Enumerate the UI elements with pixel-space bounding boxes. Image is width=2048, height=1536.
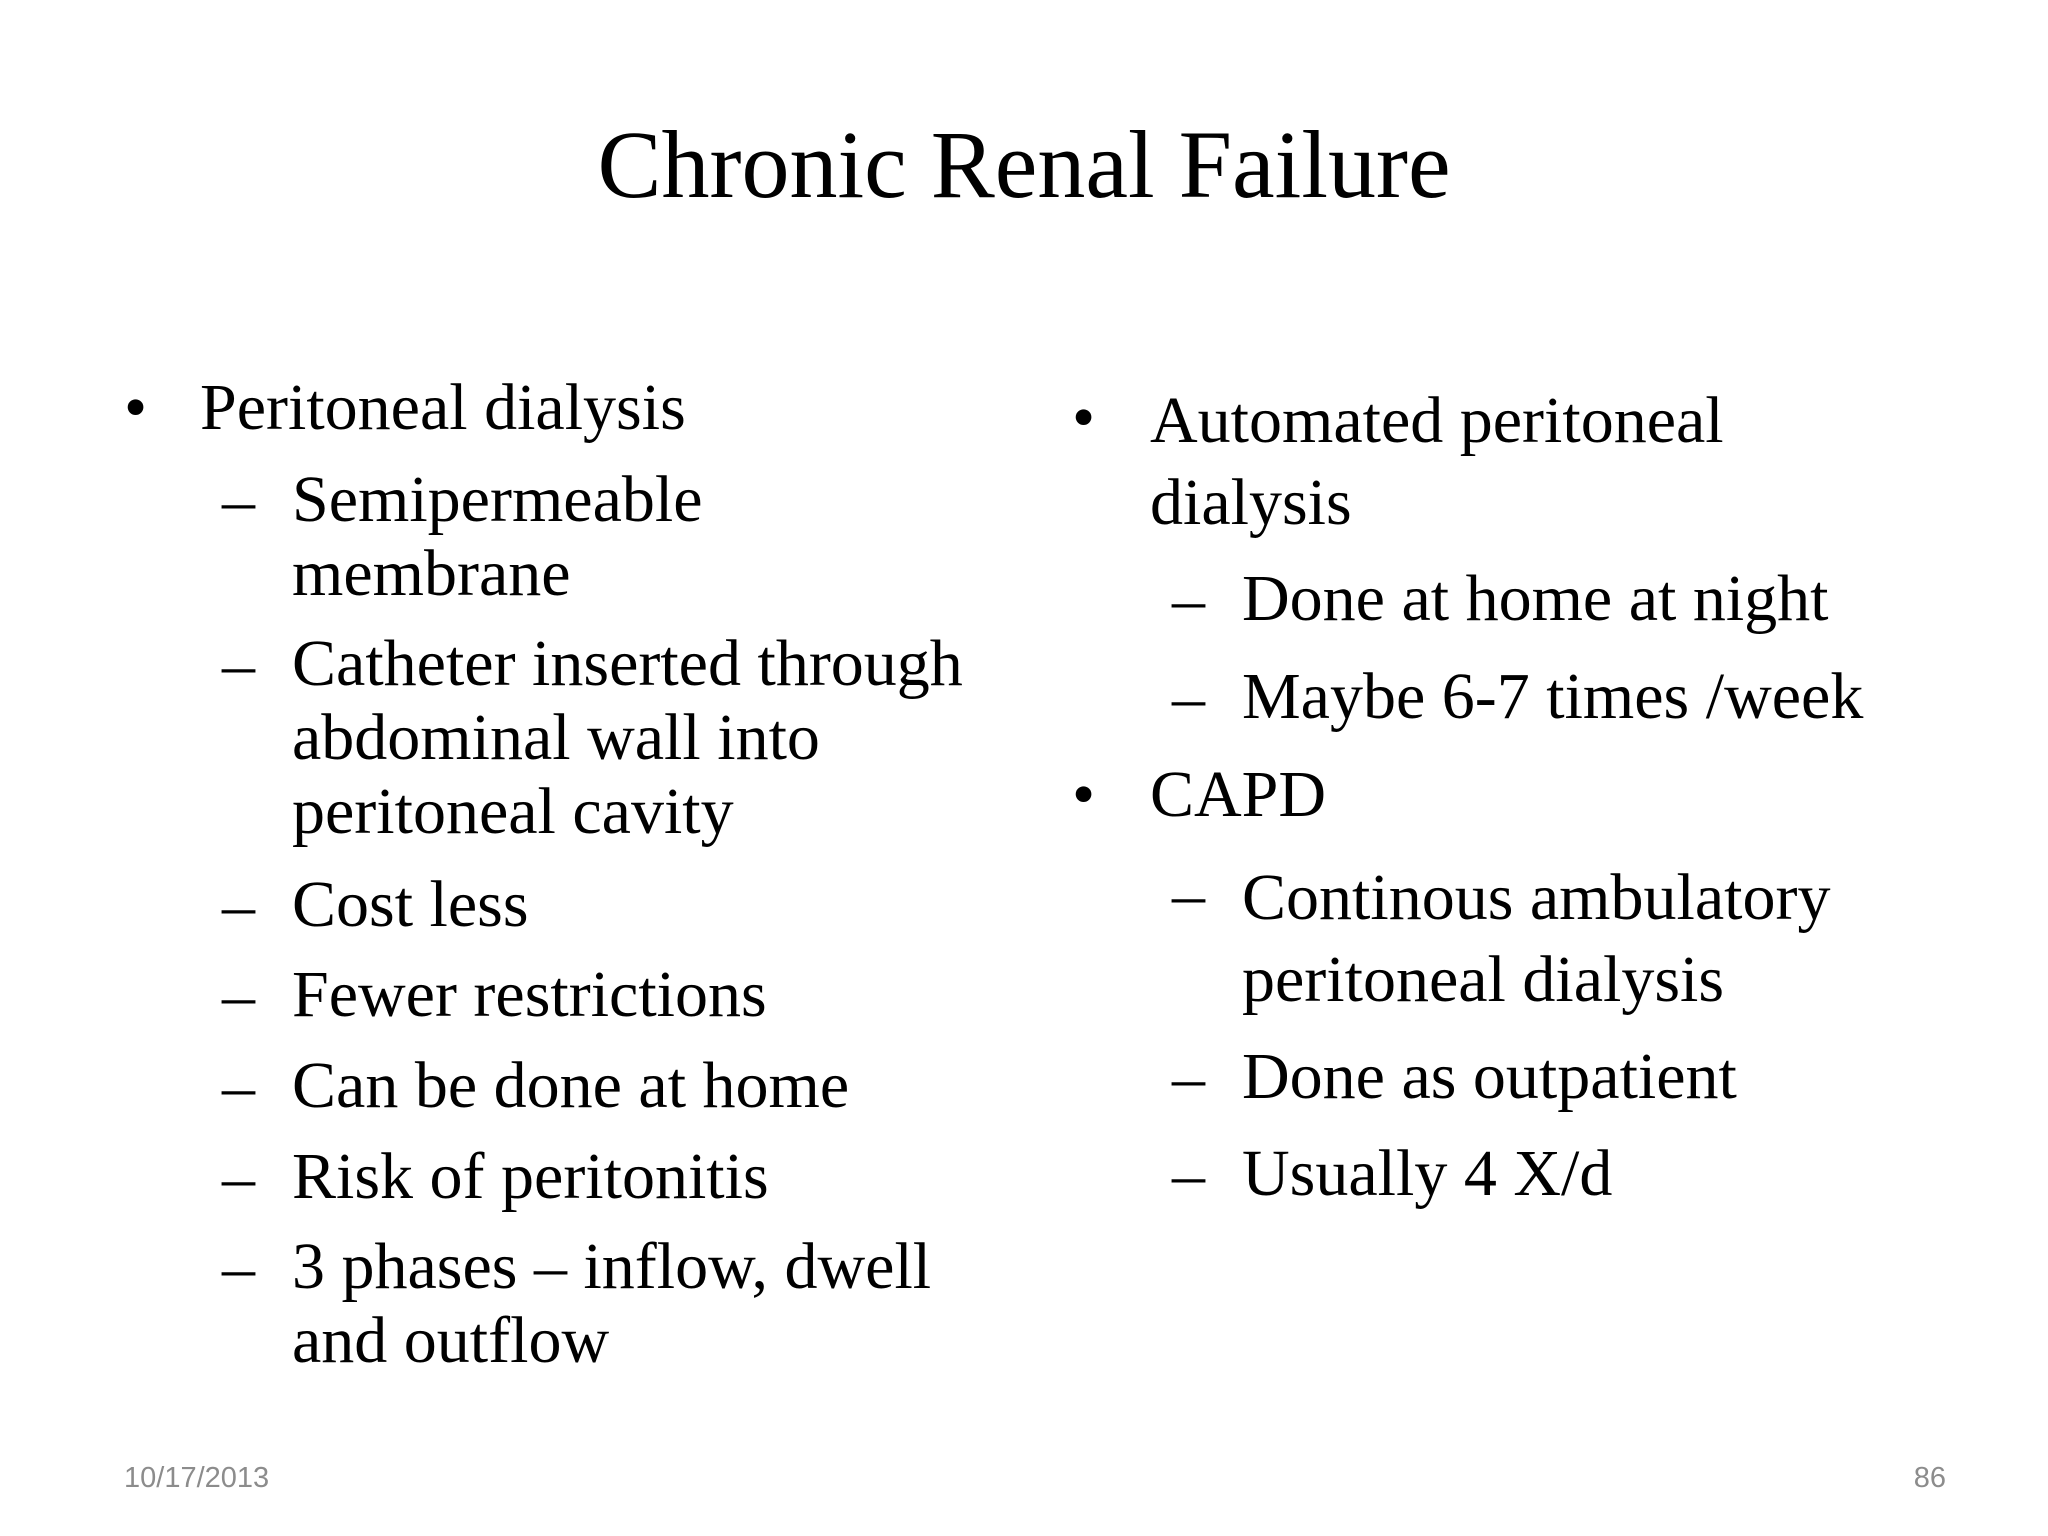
bullet-marker: • (124, 371, 148, 444)
subitem-outpatient: Done as outpatient (1242, 1040, 1737, 1113)
bullet-marker: • (1072, 381, 1096, 454)
subitem-semipermeable: Semipermeable membrane (292, 463, 703, 610)
dash-marker: – (1172, 1041, 1205, 1114)
bullet-automated-pd: Automated peritoneal dialysis (1150, 384, 1724, 539)
dash-marker: – (222, 464, 255, 537)
dash-marker: – (222, 1050, 255, 1123)
dash-marker: – (222, 1231, 255, 1304)
subitem-times-per-week: Maybe 6-7 times /week (1242, 660, 1864, 733)
subitem-peritonitis: Risk of peritonitis (292, 1140, 769, 1213)
dash-marker: – (222, 869, 255, 942)
dash-marker: – (1172, 563, 1205, 636)
bullet-peritoneal-dialysis: Peritoneal dialysis (200, 371, 686, 444)
subitem-home: Can be done at home (292, 1049, 850, 1122)
subitem-catheter: Catheter inserted through abdominal wall into peritoneal cavity (292, 627, 963, 848)
subitem-cost-less: Cost less (292, 868, 529, 941)
dash-marker: – (222, 959, 255, 1032)
dash-marker: – (222, 628, 255, 701)
footer-page-number: 86 (1913, 1462, 1946, 1494)
subitem-continous-ambulatory: Continous ambulatory peritoneal dialysis (1242, 861, 1831, 1016)
subitem-phases: 3 phases – inflow, dwell and outflow (292, 1230, 932, 1377)
bullet-capd: CAPD (1150, 758, 1327, 831)
dash-marker: – (222, 1141, 255, 1214)
subitem-usually-4xd: Usually 4 X/d (1242, 1137, 1613, 1210)
subitem-done-at-night: Done at home at night (1242, 562, 1829, 635)
subitem-fewer-restrictions: Fewer restrictions (292, 958, 767, 1031)
dash-marker: – (1172, 661, 1205, 734)
footer-date: 10/17/2013 (124, 1462, 270, 1494)
slide-title: Chronic Renal Failure (597, 111, 1451, 218)
dash-marker: – (1172, 1138, 1205, 1211)
dash-marker: – (1172, 858, 1205, 931)
bullet-marker: • (1072, 758, 1096, 831)
